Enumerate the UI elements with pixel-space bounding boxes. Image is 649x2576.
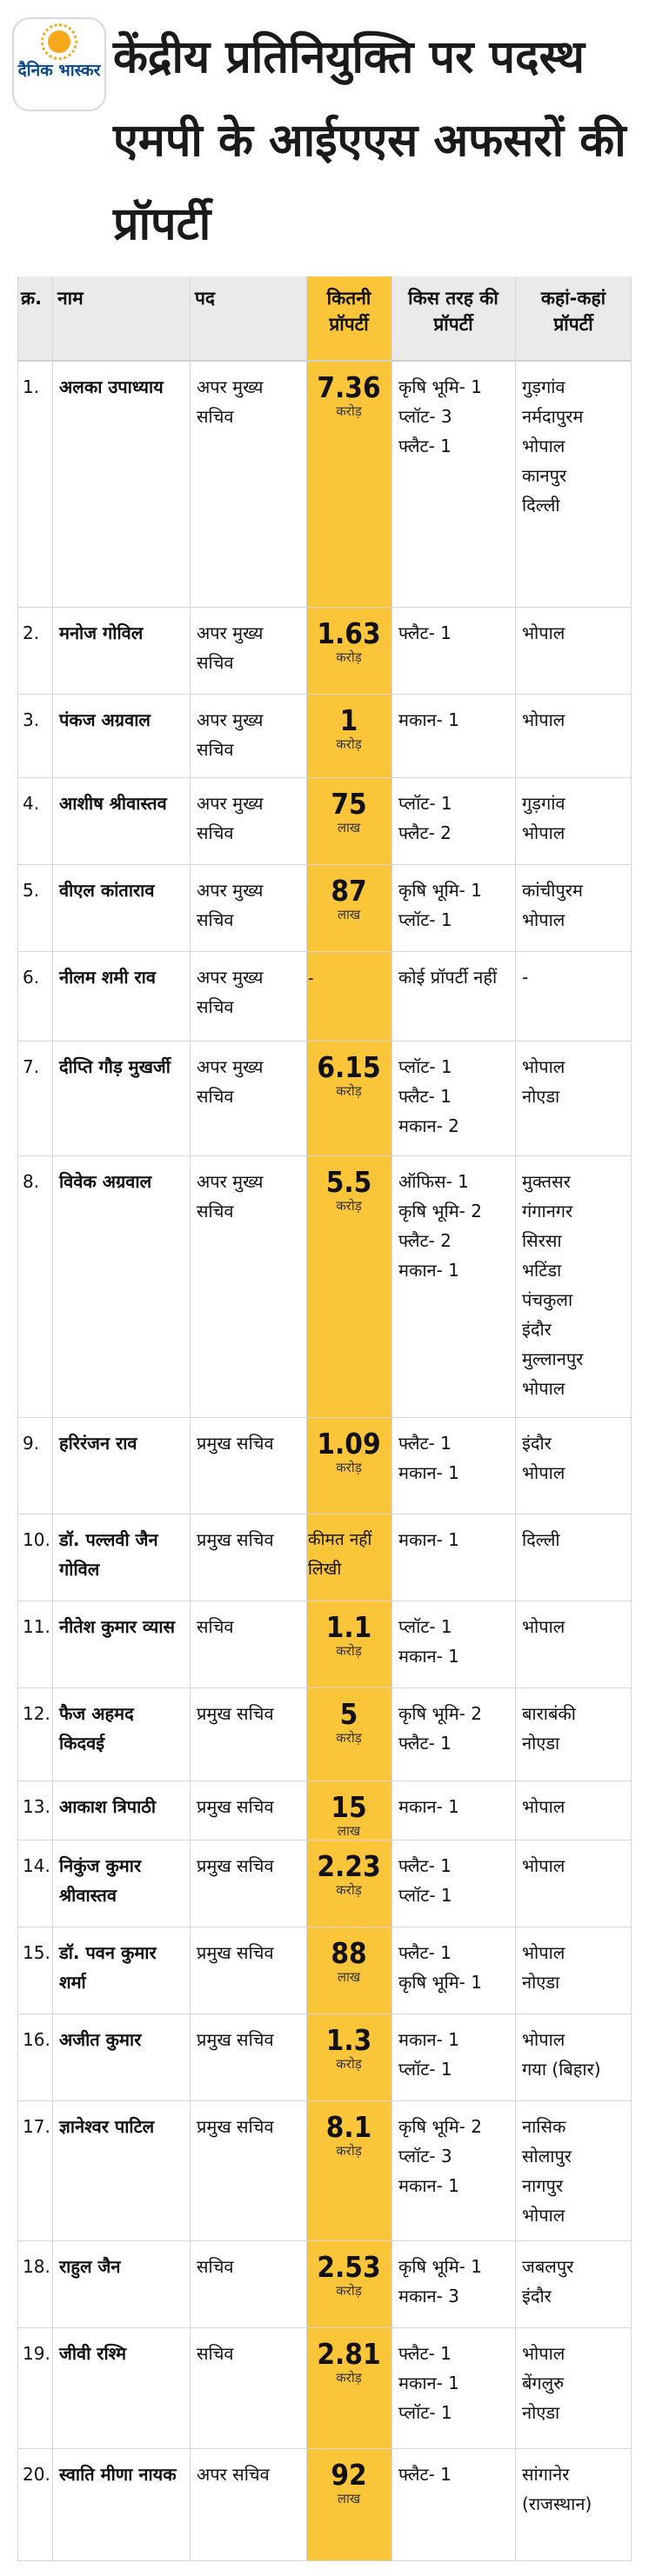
table-row	[17, 1156, 632, 1418]
property-types	[391, 695, 515, 777]
property-location-item: भोपाल	[522, 822, 565, 843]
value-unit: करोड़	[336, 649, 362, 665]
property-types	[391, 362, 515, 607]
value-amount: 75	[331, 787, 367, 821]
property-type-item: कृषि भूमि- 2	[398, 2116, 482, 2137]
table-body	[17, 362, 632, 2561]
property-type-item: कोई प्रॉपर्टी नहीं	[398, 967, 498, 988]
value-note: कीमत नहीं लिखी	[308, 1530, 372, 1579]
property-type-item: मकान- 1	[398, 1796, 459, 1817]
property-locations	[515, 1840, 632, 1927]
property-location-item: मुक्तसर	[522, 1171, 571, 1192]
row-number: 20.	[23, 2464, 50, 2485]
property-location-item: (राजस्थान)	[522, 2493, 592, 2514]
officer-post: अपर मुख्य सचिव	[197, 793, 264, 843]
property-location-item: भोपाल	[522, 1616, 565, 1637]
value-unit: करोड़	[336, 2370, 362, 2386]
table-row	[17, 1042, 632, 1156]
property-location-item: इंदौर	[522, 2286, 552, 2306]
property-value	[306, 1601, 391, 1687]
value-amount: 7.36	[317, 370, 381, 404]
property-locations	[515, 2241, 632, 2327]
property-locations	[515, 695, 632, 777]
table-header	[17, 276, 632, 362]
value-amount: 1.3	[325, 2023, 372, 2057]
property-types	[391, 1601, 515, 1687]
row-number: 9.	[23, 1433, 40, 1454]
officer-post: अपर मुख्य सचिव	[197, 1171, 264, 1221]
officer-name: अजीत कुमार	[59, 2029, 142, 2050]
officer-name: जीवी रश्मि	[59, 2343, 127, 2364]
property-table	[17, 276, 632, 2561]
property-value	[306, 1840, 391, 1927]
row-number: 1.	[23, 376, 40, 397]
property-locations	[515, 1781, 632, 1840]
property-value	[306, 608, 391, 694]
property-location-item: सांगानेर	[522, 2464, 570, 2485]
property-type-item: फ्लैट- 1	[398, 1733, 452, 1754]
property-locations	[515, 1601, 632, 1687]
property-type-item: मकान- 1	[398, 1646, 459, 1667]
property-types	[391, 2101, 515, 2240]
property-type-item: फ्लैट- 1	[398, 622, 452, 643]
property-type-item: कृषि भूमि- 1	[398, 880, 482, 901]
property-location-item: नर्मदापुरम	[522, 406, 584, 427]
property-location-item: गुड़गांव	[522, 793, 565, 814]
officer-name: पंकज अग्रवाल	[59, 709, 151, 730]
value-amount: 8.1	[325, 2110, 372, 2144]
value-amount: 88	[331, 1936, 367, 1970]
property-types	[391, 778, 515, 864]
value-amount: 2.53	[317, 2250, 381, 2284]
value-unit: करोड़	[336, 736, 362, 752]
property-type-item: ऑफिस- 1	[398, 1171, 469, 1192]
property-value	[306, 2241, 391, 2327]
value-amount: -	[308, 968, 314, 988]
page-title: केंद्रीय प्रतिनियुक्ति पर पदस्थ एमपी के आईएएस अफसरों की प्रॉपर्टी	[113, 31, 626, 250]
property-location-item: भोपाल	[522, 2205, 565, 2226]
value-unit: करोड़	[336, 1730, 362, 1746]
officer-post: अपर मुख्य सचिव	[197, 880, 264, 930]
value-unit: करोड़	[336, 1198, 362, 1214]
officer-name: आकाश त्रिपाठी	[59, 1796, 157, 1817]
row-number: 16.	[23, 2029, 50, 2050]
property-location-item: इंदौर	[522, 1319, 552, 1340]
property-locations	[515, 1927, 632, 2014]
property-location-item: भोपाल	[522, 909, 565, 930]
property-type-item: मकान- 3	[398, 2286, 459, 2306]
property-location-item: इंदौर	[522, 1433, 552, 1454]
property-location-item: दिल्ली	[522, 495, 560, 516]
property-types	[391, 1927, 515, 2014]
property-value	[306, 1927, 391, 2014]
table-row	[17, 778, 632, 865]
row-number: 17.	[23, 2116, 50, 2137]
sun-logo-icon	[48, 30, 70, 53]
property-location-item: भोपाल	[522, 622, 565, 643]
officer-post: प्रमुख सचिव	[197, 1942, 274, 1963]
property-value	[306, 952, 391, 1041]
property-types	[391, 1688, 515, 1781]
property-type-item: फ्लैट- 1	[398, 436, 452, 456]
officer-post: प्रमुख सचिव	[197, 1529, 274, 1550]
property-locations	[515, 608, 632, 694]
col-header-post: पद	[195, 288, 216, 309]
property-type-item: कृषि भूमि- 1	[398, 1972, 482, 1993]
property-location-item: -	[522, 967, 529, 988]
property-value	[306, 695, 391, 777]
value-unit: करोड़	[336, 2056, 362, 2072]
property-type-item: फ्लैट- 1	[398, 1086, 452, 1107]
property-types	[391, 2449, 515, 2560]
property-value	[306, 1688, 391, 1781]
officer-post: अपर मुख्य सचिव	[197, 1056, 264, 1107]
row-number: 8.	[23, 1171, 40, 1192]
property-value	[306, 362, 391, 607]
brand-logo	[12, 17, 106, 111]
value-unit: करोड़	[336, 1643, 362, 1659]
officer-post: सचिव	[197, 2343, 234, 2364]
property-locations	[515, 952, 632, 1041]
property-type-item: फ्लैट- 2	[398, 822, 452, 843]
officer-name: दीप्ति गौड़ मुखर्जी	[59, 1056, 171, 1077]
officer-post: सचिव	[197, 2256, 234, 2277]
table-row	[17, 2014, 632, 2101]
value-unit: करोड़	[336, 2143, 362, 2159]
property-location-item: भोपाल	[522, 1378, 565, 1399]
property-type-item: फ्लैट- 1	[398, 1855, 452, 1876]
property-value	[306, 778, 391, 864]
col-header-name: नाम	[57, 288, 84, 309]
property-location-item: गया (बिहार)	[522, 2059, 601, 2080]
property-types	[391, 1781, 515, 1840]
property-type-item: मकान- 1	[398, 709, 459, 730]
property-location-item: नागपुर	[522, 2175, 564, 2196]
value-amount: 5.5	[325, 1165, 372, 1199]
property-locations	[515, 1688, 632, 1781]
officer-name: नीतेश कुमार व्यास	[59, 1616, 176, 1637]
property-locations	[515, 2014, 632, 2100]
value-unit: करोड़	[336, 1083, 362, 1099]
value-unit: करोड़	[336, 2283, 362, 2299]
row-number: 11.	[23, 1616, 50, 1637]
officer-name: डॉ. पल्लवी जैन गोविल	[59, 1529, 158, 1580]
property-location-item: जबलपुर	[522, 2256, 574, 2277]
row-number: 6.	[23, 967, 40, 988]
property-locations	[515, 1418, 632, 1514]
property-location-item: नोएडा	[522, 2402, 560, 2423]
table-row	[17, 1688, 632, 1781]
property-types	[391, 952, 515, 1041]
table-row	[17, 1514, 632, 1601]
officer-post: सचिव	[197, 1616, 234, 1637]
property-locations	[515, 2328, 632, 2448]
row-number: 4.	[23, 793, 40, 814]
property-location-item: कानपुर	[522, 465, 567, 486]
property-types	[391, 608, 515, 694]
property-types	[391, 1156, 515, 1417]
col-header-value: कितनी प्रॉपर्टी	[306, 276, 391, 360]
property-type-item: प्लॉट- 1	[398, 1885, 452, 1906]
officer-name: ज्ञानेश्वर पाटिल	[59, 2116, 155, 2137]
property-location-item: भोपाल	[522, 1855, 565, 1876]
officer-post: प्रमुख सचिव	[197, 1703, 274, 1724]
col-header-location: कहां-कहां प्रॉपर्टी	[540, 288, 606, 335]
property-type-item: प्लॉट- 1	[398, 1616, 452, 1637]
table-row	[17, 2449, 632, 2561]
property-value	[306, 2101, 391, 2240]
property-types	[391, 2014, 515, 2100]
property-value	[306, 2328, 391, 2448]
header	[0, 0, 649, 276]
property-value	[306, 1042, 391, 1155]
table-row	[17, 362, 632, 608]
property-type-item: प्लॉट- 1	[398, 909, 452, 930]
value-unit: करोड़	[336, 1460, 362, 1475]
officer-name: डॉ. पवन कुमार शर्मा	[59, 1942, 157, 1993]
property-type-item: मकान- 1	[398, 1462, 459, 1483]
value-unit: लाख	[337, 820, 361, 835]
property-location-item: बाराबंकी	[522, 1703, 576, 1724]
officer-post: प्रमुख सचिव	[197, 2029, 274, 2050]
property-value	[306, 865, 391, 951]
property-location-item: सोलापुर	[522, 2146, 572, 2167]
col-header-type: किस तरह की प्रॉपर्टी	[408, 288, 498, 335]
property-location-item: भोपाल	[522, 1942, 565, 1963]
officer-name: आशीष श्रीवास्तव	[59, 793, 167, 814]
property-types	[391, 1418, 515, 1514]
property-value	[306, 2014, 391, 2100]
property-type-item: मकान- 1	[398, 2175, 459, 2196]
property-type-item: प्लॉट- 3	[398, 406, 452, 427]
table-row	[17, 1601, 632, 1688]
property-type-item: कृषि भूमि- 2	[398, 1703, 482, 1724]
row-number: 2.	[23, 622, 40, 643]
value-amount: 1	[339, 703, 358, 737]
property-types	[391, 1042, 515, 1155]
table-row	[17, 1418, 632, 1514]
officer-name: अलका उपाध्याय	[59, 376, 164, 397]
officer-name: स्वाति मीणा नायक	[59, 2464, 177, 2485]
table-row	[17, 1781, 632, 1840]
property-location-item: नोएडा	[522, 1733, 560, 1754]
row-number: 10.	[23, 1529, 50, 1550]
property-type-item: कृषि भूमि- 1	[398, 2256, 482, 2277]
property-locations	[515, 778, 632, 864]
property-type-item: कृषि भूमि- 1	[398, 376, 482, 397]
property-type-item: फ्लैट- 1	[398, 1942, 452, 1963]
table-row	[17, 1840, 632, 1927]
property-location-item: नासिक	[522, 2116, 566, 2137]
value-amount: 1.1	[325, 1610, 372, 1644]
officer-post: प्रमुख सचिव	[197, 2116, 274, 2137]
officer-post: अपर मुख्य सचिव	[197, 709, 264, 760]
property-types	[391, 2241, 515, 2327]
value-unit: करोड़	[336, 1882, 362, 1898]
brand-logo-text: दैनिक भास्कर	[17, 61, 101, 80]
row-number: 19.	[23, 2343, 50, 2364]
property-type-item: मकान- 1	[398, 2029, 459, 2050]
property-location-item: भोपाल	[522, 1462, 565, 1483]
property-location-item: गुड़गांव	[522, 376, 565, 397]
property-type-item: फ्लैट- 1	[398, 2343, 452, 2364]
officer-post: प्रमुख सचिव	[197, 1796, 274, 1817]
property-locations	[515, 2101, 632, 2240]
property-value	[306, 1514, 391, 1601]
property-location-item: भोपाल	[522, 709, 565, 730]
property-type-item: मकान- 2	[398, 1115, 459, 1136]
property-locations	[515, 2449, 632, 2560]
officer-name: वीएल कांताराव	[59, 880, 155, 901]
row-number: 18.	[23, 2256, 50, 2277]
col-header-no: क्र.	[21, 288, 43, 309]
officer-post: अपर मुख्य सचिव	[197, 376, 264, 427]
property-type-item: मकान- 1	[398, 1529, 459, 1550]
officer-name: राहुल जैन	[59, 2256, 121, 2277]
row-number: 12.	[23, 1703, 50, 1724]
officer-post: अपर सचिव	[197, 2464, 270, 2485]
property-types	[391, 1840, 515, 1927]
property-location-item: सिरसा	[522, 1230, 562, 1251]
property-location-item: मुल्लानपुर	[522, 1348, 584, 1369]
row-number: 7.	[23, 1056, 40, 1077]
property-value	[306, 2449, 391, 2560]
property-locations	[515, 1156, 632, 1417]
property-location-item: भोपाल	[522, 436, 565, 456]
value-unit: लाख	[337, 1969, 361, 1985]
property-type-item: प्लॉट- 1	[398, 2402, 452, 2423]
row-number: 5.	[23, 880, 40, 901]
property-type-item: मकान- 1	[398, 2373, 459, 2393]
table-row	[17, 952, 632, 1042]
officer-name: फैज अहमद किदवई	[59, 1703, 134, 1754]
officer-post: अपर मुख्य सचिव	[197, 967, 264, 1017]
value-amount: 1.63	[317, 616, 381, 650]
officer-name: मनोज गोविल	[59, 622, 144, 643]
property-type-item: प्लॉट- 1	[398, 793, 452, 814]
value-amount: 5	[339, 1697, 358, 1731]
row-number: 13.	[23, 1796, 50, 1817]
table-row	[17, 695, 632, 778]
property-location-item: भोपाल	[522, 1056, 565, 1077]
property-value	[306, 1156, 391, 1417]
property-locations	[515, 1042, 632, 1155]
value-amount: 2.23	[317, 1849, 381, 1883]
property-location-item: पंचकुला	[522, 1289, 573, 1310]
row-number: 3.	[23, 709, 40, 730]
row-number: 15.	[23, 1942, 50, 1963]
value-amount: 15	[331, 1790, 367, 1824]
property-types	[391, 2328, 515, 2448]
value-amount: 1.09	[317, 1427, 381, 1461]
property-value	[306, 1418, 391, 1514]
property-type-item: फ्लैट- 1	[398, 2464, 452, 2485]
officer-name: हरिरंजन राव	[59, 1433, 137, 1454]
property-location-item: भोपाल	[522, 2343, 565, 2364]
property-locations	[515, 362, 632, 607]
value-unit: लाख	[337, 2491, 361, 2506]
property-location-item: भोपाल	[522, 2029, 565, 2050]
officer-post: प्रमुख सचिव	[197, 1433, 274, 1454]
value-amount: 87	[331, 874, 367, 908]
officer-name: नीलम शमी राव	[59, 967, 156, 988]
property-value	[306, 1781, 391, 1840]
property-type-item: प्लॉट- 3	[398, 2146, 452, 2167]
property-location-item: कांचीपुरम	[522, 880, 583, 901]
property-types	[391, 865, 515, 951]
table-row	[17, 2101, 632, 2241]
table-row	[17, 865, 632, 952]
value-unit: करोड़	[336, 403, 362, 419]
property-type-item: प्लॉट- 1	[398, 2059, 452, 2080]
property-location-item: बेंगलुरु	[522, 2373, 565, 2393]
table-row	[17, 2328, 632, 2449]
property-type-item: मकान- 1	[398, 1260, 459, 1281]
row-number: 14.	[23, 1855, 50, 1876]
property-types	[391, 1514, 515, 1601]
table-row	[17, 2241, 632, 2328]
property-location-item: नोएडा	[522, 1086, 560, 1107]
property-location-item: भोपाल	[522, 1796, 565, 1817]
property-type-item: प्लॉट- 1	[398, 1056, 452, 1077]
property-location-item: दिल्ली	[522, 1529, 560, 1550]
property-locations	[515, 1514, 632, 1601]
property-type-item: कृषि भूमि- 2	[398, 1201, 482, 1221]
value-amount: 2.81	[317, 2337, 381, 2371]
value-amount: 92	[331, 2458, 367, 2492]
officer-post: अपर मुख्य सचिव	[197, 622, 264, 673]
value-amount: 6.15	[317, 1050, 381, 1084]
property-location-item: भटिंडा	[522, 1260, 562, 1281]
officer-post: प्रमुख सचिव	[197, 1855, 274, 1876]
officer-name: विवेक अग्रवाल	[59, 1171, 152, 1192]
property-type-item: फ्लैट- 1	[398, 1433, 452, 1454]
property-locations	[515, 865, 632, 951]
table-row	[17, 608, 632, 695]
table-row	[17, 1927, 632, 2014]
property-location-item: नोएडा	[522, 1972, 560, 1993]
value-unit: लाख	[337, 1823, 361, 1839]
property-type-item: फ्लैट- 2	[398, 1230, 452, 1251]
officer-name: निकुंज कुमार श्रीवास्तव	[59, 1855, 142, 1906]
value-unit: लाख	[337, 907, 361, 922]
property-location-item: गंगानगर	[522, 1201, 573, 1221]
